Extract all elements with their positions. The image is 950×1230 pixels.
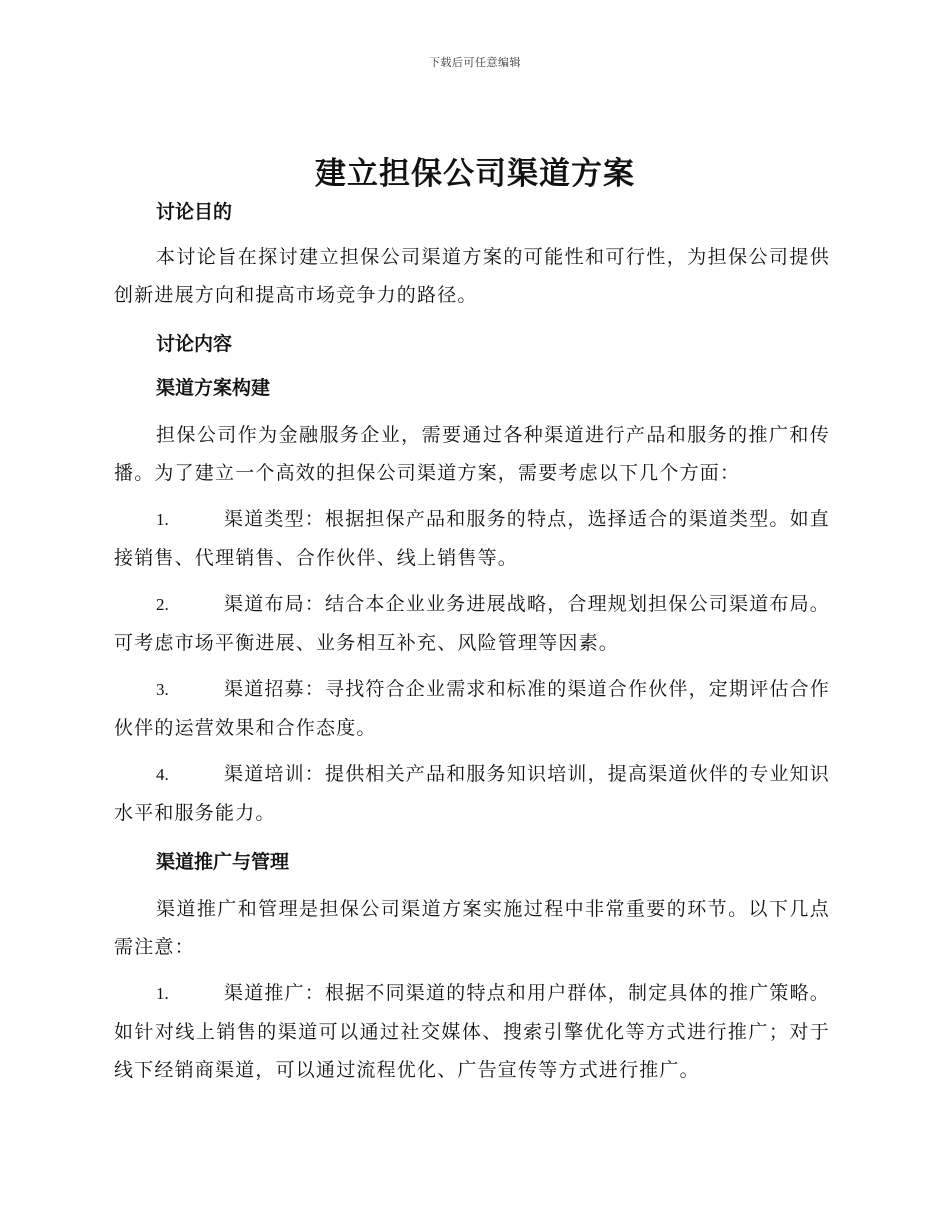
list-item-number: 2. (156, 595, 169, 614)
list-item-text: 渠道布局：结合本企业业务进展战略，合理规划担保公司渠道布局。可考虑市场平衡进展、业务相互补充、风险管理等因素。 (114, 593, 831, 654)
section-heading-build: 渠道方案构建 (156, 377, 271, 399)
list-item-number: 4. (156, 765, 169, 784)
header-note: 下载后可任意编辑 (429, 56, 521, 69)
section-heading-promotion: 渠道推广与管理 (156, 851, 290, 873)
list-item (114, 585, 830, 662)
document-body (114, 198, 830, 1097)
list-item-text: 渠道培训：提供相关产品和服务知识培训，提高渠道伙伴的专业知识水平和服务能力。 (114, 763, 831, 824)
list-item-text: 渠道类型：根据担保产品和服务的特点，选择适合的渠道类型。如直接销售、代理销售、合作伙伴、线上销售等。 (114, 508, 831, 569)
document-title: 建立担保公司渠道方案 (315, 156, 635, 192)
list-item-number: 3. (156, 680, 169, 699)
list-item (114, 974, 830, 1089)
section-heading-content: 讨论内容 (156, 333, 233, 355)
list-item (114, 755, 830, 832)
list-item-text: 渠道推广：根据不同渠道的特点和用户群体，制定具体的推广策略。如针对线上销售的渠道可以通过社交媒体、搜索引擎优化等方式进行推广；对于线下经销商渠道，可以通过流程优化、广告宣传等方式进行推广。 (114, 982, 831, 1081)
paragraph-purpose: 本讨论旨在探讨建立担保公司渠道方案的可能性和可行性，为担保公司提供创新进展方向和提高市场竞争力的路径。 (114, 246, 830, 306)
list-item (114, 670, 830, 747)
paragraph-build: 担保公司作为金融服务企业，需要通过各种渠道进行产品和服务的推广和传播。为了建立一个高效的担保公司渠道方案，需要考虑以下几个方面： (114, 424, 830, 484)
list-item-text: 渠道招募：寻找符合企业需求和标准的渠道合作伙伴，定期评估合作伙伴的运营效果和合作态度。 (114, 678, 831, 739)
list-item-number: 1. (156, 510, 169, 529)
list-item-number: 1. (156, 984, 169, 1003)
paragraph-promotion: 渠道推广和管理是担保公司渠道方案实施过程中非常重要的环节。以下几点需注意： (114, 898, 830, 958)
section-heading-purpose: 讨论目的 (156, 201, 233, 223)
list-item (114, 500, 830, 577)
